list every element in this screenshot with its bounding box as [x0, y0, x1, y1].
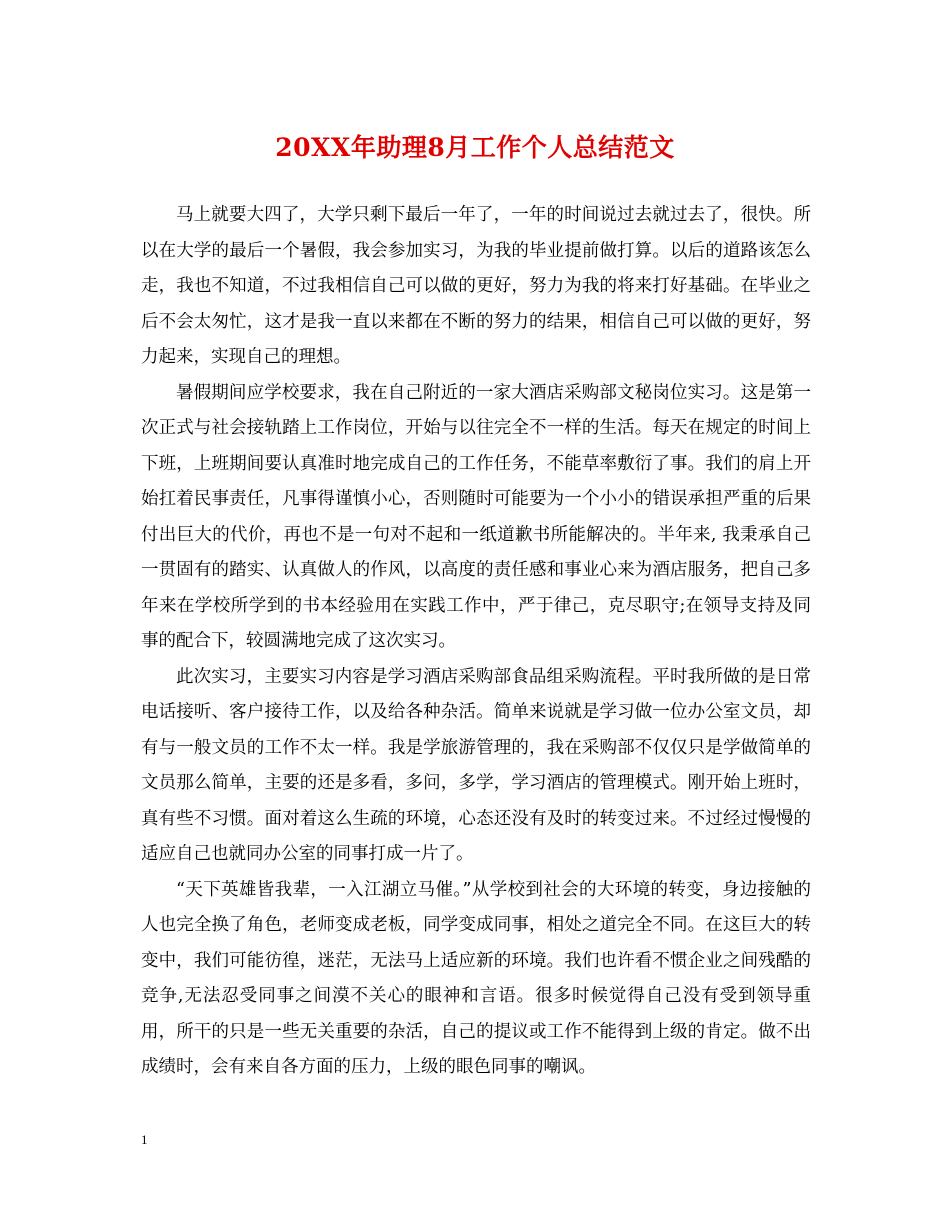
paragraph-2: 暑假期间应学校要求，我在自己附近的一家大酒店采购部文秘岗位实习。这是第一次正式与社会接轨踏上工作岗位，开始与以往完全不一样的生活。每天在规定的时间上下班，上班期间要认真准时地完成自己的工作任务，不能草率敷衍了事。我们的肩上开始扛着民事责任，凡事得谨慎小心，否则随时可能要为一个小小的错误承担严重的后果付出巨大的代价，再也不是一句对不起和一纸道歉书所能解决的。半年来, 我秉承自己一贯固有的踏实、认真做人的作风，以高度的责任感和事业心来为酒店服务，把自己多年来在学校所学到的书本经验用在实践工作中，严于律己，克尽职守;在领导支持及同事的配合下，较圆满地完成了这次实习。 — [141, 382, 811, 651]
page-number: 1 — [141, 1132, 148, 1147]
document-title: 20XX年助理8月工作个人总结范文 — [275, 133, 675, 162]
paragraph-4: “天下英雄皆我辈，一入江湖立马催。”从学校到社会的大环境的转变，身边接触的人也完全换了角色，老师变成老板，同学变成同事，相处之道完全不同。在这巨大的转变中，我们可能彷徨，迷茫，无法马上适应新的环境。我们也许看不惯企业之间残酷的竞争,无法忍受同事之间漠不关心的眼神和言语。很多时候觉得自己没有受到领导重用，所干的只是一些无关重要的杂活，自己的提议或工作不能得到上级的肯定。做不出成绩时，会有来自各方面的压力，上级的眼色同事的嘲讽。 — [141, 879, 811, 1077]
document-body — [141, 198, 811, 1086]
paragraph-3: 此次实习，主要实习内容是学习酒店采购部食品组采购流程。平时我所做的是日常电话接听、客户接待工作，以及给各种杂活。简单来说就是学习做一位办公室文员，却有与一般文员的工作不太一样。我是学旅游管理的，我在采购部不仅仅只是学做简单的文员那么简单，主要的还是多看，多问，多学，学习酒店的管理模式。刚开始上班时，真有些不习惯。面对着这么生疏的环境，心态还没有及时的转变过来。不过经过慢慢的适应自己也就同办公室的同事打成一片了。 — [141, 666, 811, 864]
paragraph-1: 马上就要大四了，大学只剩下最后一年了，一年的时间说过去就过去了，很快。所以在大学的最后一个暑假，我会参加实习，为我的毕业提前做打算。以后的道路该怎么走，我也不知道，不过我相信自己可以做的更好，努力为我的将来打好基础。在毕业之后不会太匆忙，这才是我一直以来都在不断的努力的结果，相信自己可以做的更好，努力起来，实现自己的理想。 — [141, 205, 811, 367]
